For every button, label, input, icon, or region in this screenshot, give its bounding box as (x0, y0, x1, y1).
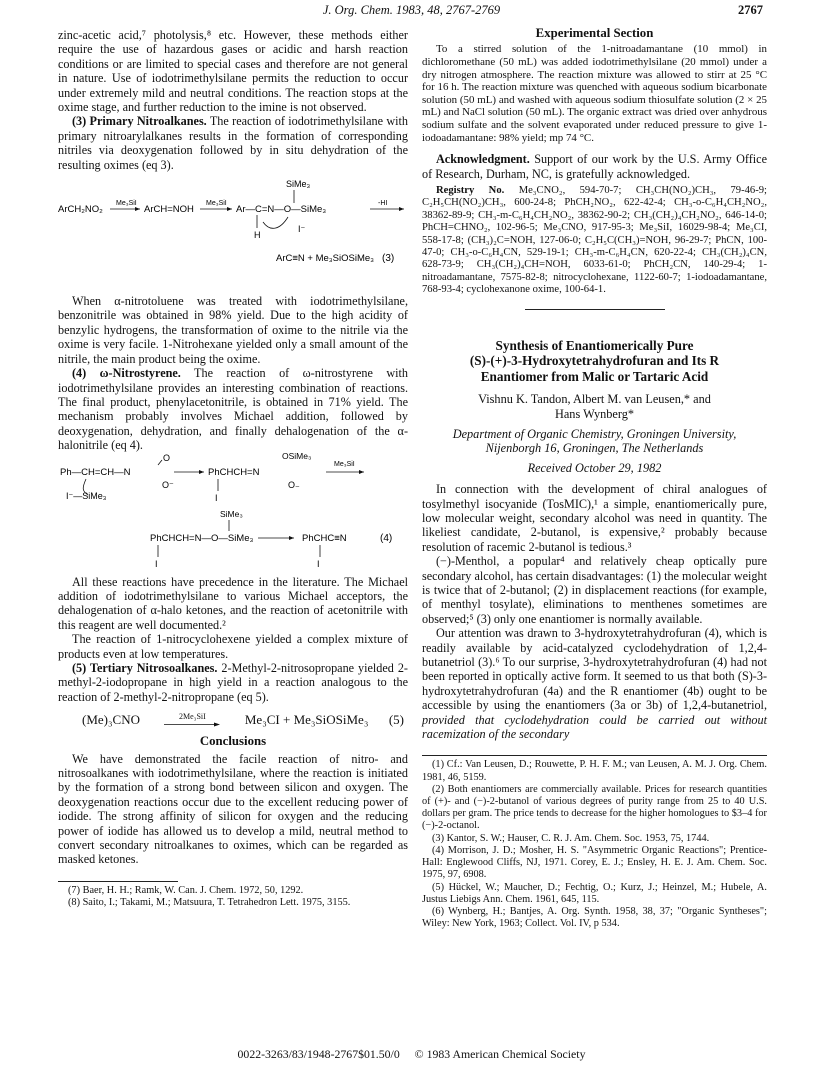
footnote: (6) Wynberg, H.; Bantjes, A. Org. Synth. 1958, 38, 37; "Organic Syntheses"; Wiley: New York, 1963; Collect. Vol. IV, p 534. (422, 905, 767, 930)
eq5-reagent: 2Me₃SiI (179, 712, 206, 722)
footnote-rule (58, 881, 178, 882)
footnote-rule (422, 755, 767, 756)
page-number: 2767 (738, 3, 763, 17)
paragraph-text: Our attention was drawn to 3-hydroxytetrahydrofuran (4), which is readily available by acid-catalyzed cyclodehydration of 1,2,4-butanetriol (3).⁶ To our surprise, 3-hydroxytetrahydrofuran (4) had not been reported in optically active form. It seemed to us that both (S)-3-hydroxytetrahydrofuran (4a) and the R enantiomer (4b) ought to be accessible by using the enantiomers (3a or 3b) of 1,2,4-butanetriol, (422, 626, 767, 713)
subsection-heading: (5) Tertiary Nitrosoalkanes. (72, 660, 218, 675)
eq4-sime3: SiMe₃ (220, 508, 243, 519)
article-title (422, 338, 767, 385)
eq4-iodine3: I (317, 558, 320, 569)
equation-4-scheme (58, 453, 408, 575)
reaction-arrow (164, 721, 220, 728)
footnote: (7) Baer, H. H.; Ramk, W. Can. J. Chem. 1972, 50, 1292. (68, 884, 304, 896)
eq4-iodine1: I (215, 492, 218, 503)
eq5-arrow (164, 712, 220, 728)
running-header (60, 0, 763, 22)
footnotes (58, 885, 408, 909)
paragraph-text: The reaction of ω-nitrostyrene with iodotrimethylsilane provides an interesting combination of reactions. The final product, phenylacetonitrile, is obtained in 71% yield. The mechanism probably involves Michael addition, followed by deoxygenation, dehydration, and finally dehalogenation of the α-halonitrile (eq 4). (58, 366, 409, 453)
paragraph (58, 114, 408, 172)
footnotes (422, 759, 767, 930)
eq3-h-label: H (254, 230, 261, 241)
authors-line: Hans Wynberg* (554, 406, 635, 421)
paragraph (58, 661, 408, 704)
eq3-intermediate: Ar—C=N—O—SiMe₃ (236, 204, 327, 216)
paragraph: zinc-acetic acid,⁷ photolysis,⁸ etc. However, these methods either require the use of hazardous gases or acidic and harsh reaction conditions or are limited to special cases and therefore are not general in nature. Use of iodotrimethylsilane permits the reduction to occur under extremely mild and neutral conditions. The reaction stops at the oxime stage, and further reduction to the imine is not observed. (58, 28, 408, 115)
arrow-head (289, 536, 294, 540)
affiliation-line: Nijenborgh 16, Groningen, The Netherlands (485, 441, 704, 456)
bond (158, 460, 162, 465)
paragraph-text: 2-Methyl-2-nitrosopropane yielded 2-methyl-2-iodopropane in high yield in a reaction analogous to the reaction of 2-methyl-2-nitropropane (eq 5). (58, 660, 408, 704)
eq3-oxime: ArCH=NOH (144, 204, 194, 216)
affiliation-line: Department of Organic Chemistry, Groningen University, (452, 426, 737, 441)
affiliation (422, 427, 767, 456)
article-title-line: (S)-(+)-3-Hydroxytetrahydrofuran and Its R (469, 353, 720, 369)
paragraph (422, 185, 767, 297)
page-footer (60, 1047, 763, 1062)
footnote: (8) Saito, I.; Takami, M.; Matsuura, T. Tetrahedron Lett. 1975, 3155. (68, 897, 351, 909)
copyright: © 1983 American Chemical Society (414, 1047, 586, 1061)
eq3-iodide: I⁻ (298, 224, 306, 235)
paragraph: When α-nitrotoluene was treated with iodotrimethylsilane, benzonitrile was obtained in 98% yield. Due to the high acidity of benzylic hydrogens, the transformation of oxime to the nitrile via the oxime is very facile. 1-Nitrohexane yielded only a small amount of the nitrile, the main product being the oxime. (58, 294, 408, 366)
article-code: 0022-3263/83/1948-2767$01.50/0 (237, 1047, 400, 1061)
arrow-head (399, 207, 404, 211)
eq4-o-minus: O₋ (288, 479, 300, 490)
electron-arrow (263, 217, 288, 228)
paragraph-italic: provided that cyclodehydration could be carried out without racemization of the secondary (422, 712, 767, 742)
experimental-text (422, 43, 767, 144)
article-title-line: Enantiomer from Malic or Tartaric Acid (480, 368, 709, 384)
arrow-head (199, 470, 204, 474)
footnote: (4) Morrison, J. D.; Mosher, H. S. "Asymmetric Organic Reactions"; Prentice-Hall: Englewood Cliffs, NJ, 1971. Corey, E. J.; Ensley, H. E. J. Am. Chem. Soc. 1975, 97, 6908. (422, 844, 767, 881)
eq5-left: (Me)₃CNO (82, 711, 140, 727)
eq4-start: Ph—CH=CH—N (60, 466, 131, 478)
registry-text: Me₃CNO₂, 594-70-7; CH₃CH(NO₂)CH₃, 79-46-9; C₂H₅CH(NO₂)CH₃, 600-24-8; PhCH₂NO₂, 622-42-4; CH₃-o-C₆H₄CH₂NO₂, 38362-89-9; CH₃-m-C₆H₄CH₂NO₂, 38362-90-2; CH₃(CH₂)₄CH₂NO₂, 646-14-0; PhCH=CHNO₂, 102-96-5; Me₃CNO, 917-95-3; Me₃SiI, 16029-98-4; Me₃CI, 558-17-8; (CH₃)₂C=NOH, 127-06-0; C₂H₅C(CH₃)=NOH, 96-29-7; PhCN, 100-47-0; CH₃-o-C₆H₄CN, 529-19-1; CH₃-m-C₆H₄CN, 620-22-4; CH₃(CH₂)₄CN, 628-73-9; CH₃(CH₂)₄CH=NOH, 6033-61-0; PhCH₂CN, 140-29-4; 1-nitroadamantane, 7575-82-8; nitrocyclohexane, 1122-60-7; 1-iodoadamantane, 768-93-4; cyclohexanone oxime, 100-64-1. (422, 184, 767, 296)
subsection-heading: (4) ω-Nitrostyrene. (72, 366, 181, 381)
equation-3 (58, 172, 408, 294)
article-separator (525, 309, 665, 310)
acknowledgment-heading: Acknowledgment. (436, 152, 530, 167)
equation-number: (3) (382, 253, 395, 265)
eq4-o-bottom: O⁻ (162, 479, 174, 490)
article-title-line: Synthesis of Enantiomerically Pure (495, 337, 694, 353)
eq3-reactant: ArCH₂NO₂ (58, 204, 103, 216)
footnote: (3) Kantor, S. W.; Hauser, C. R. J. Am. Chem. Soc. 1953, 75, 1744. (432, 832, 710, 844)
equation-4 (58, 453, 408, 575)
equation-5 (58, 712, 408, 728)
footnote: (1) Cf.: Van Leusen, D.; Rouwette, P. H. F. M.; van Leusen, A. M. J. Org. Chem. 1981, 46, 5159. (422, 759, 767, 783)
paragraph (58, 366, 408, 452)
paragraph (422, 626, 767, 741)
paragraph (422, 152, 767, 181)
footnote: (2) Both enantiomers are commercially available. Prices for research quantities of (+)- and (−)-2-butanol of various degrees of purity range from 25 to 40 U.S. dollars per gram. The price tends to decrease for the higher homologues to $3–4 for (−)-2-octanol. (422, 783, 767, 832)
arrow-head (359, 470, 364, 474)
paragraph-text: The reaction of iodotrimethylsilane with primary nitroarylalkanes results in the formation of corresponding nitriles via deoxygenation followed by in situ dehydration of the resulting oximes (eq 3). (58, 114, 408, 172)
eq4-inter1: PhCHCH=N (208, 466, 260, 478)
left-column (58, 28, 408, 909)
section-heading: Conclusions (199, 734, 267, 749)
paragraph-text: Support of our work by the U.S. Army Office of Research, Durham, NC, is gratefully acknowledged. (422, 152, 767, 181)
registry-heading: Registry No. (436, 184, 505, 196)
eq4-i-sime3: I⁻—SiMe₃ (66, 490, 107, 501)
paragraph: (−)-Menthol, a popular⁴ and relatively cheap optically pure secondary alcohol, has certain disadvantages: (1) the molecular weight is twice that of 2-butanol; (2) in displacement reactions (for example, of menthyl tosylate), eliminations to menthenes sometimes are observed;⁵ (3) only one enantiomer is normally available. (422, 554, 767, 626)
paragraph: All these reactions have precedence in the literature. The Michael addition of iodotrimethylsilane to various Michael acceptors, the dehalogenation of α-halo ketones, and the reaction of acetonitrile with this reagent are well documented.² (58, 574, 408, 632)
eq3-reagent1: Me₃SiI (116, 200, 137, 208)
authors-line: Vishnu K. Tandon, Albert M. van Leusen,* and (478, 392, 711, 407)
arrow-head (135, 207, 140, 211)
paragraph: The reaction of 1-nitrocyclohexene yielded a complex mixture of products even at low temperatures. (58, 632, 408, 661)
eq4-product: PhCHC≡N (302, 532, 347, 544)
subsection-heading: (3) Primary Nitroalkanes. (72, 114, 207, 129)
journal-name: J. Org. Chem. (322, 3, 393, 17)
footnote: (5) Hückel, W.; Maucher, D.; Fechtig, O.; Kurz, J.; Heinzel, M.; Hubele, A. Justus Liebigs Ann. Chem. 1961, 645, 115. (422, 881, 767, 905)
eq4-inter2: PhCHCH=N—O—SiMe₃ (150, 532, 254, 544)
article-authors (422, 392, 767, 421)
eq4-o-top: O (163, 452, 171, 463)
eq3-reagent3: -HI (378, 200, 388, 208)
received-date: Received October 29, 1982 (527, 460, 662, 475)
eq4-reagent: Me₃SiI (334, 460, 355, 468)
paragraph: To a stirred solution of the 1-nitroadamantane (10 mmol) in dichloromethane (50 mL) was added iodotrimethylsilane (20 mmol) under a dry nitrogen atmosphere. The reaction mixture was allowed to stirr at 25 °C for 16 h. The reaction mixture was quenched with aqueous sodium bicarbonate solution (50 mL) and washed with aqueous sodium thiosulfate solution (2 × 25 mL) and NaCl solution (50 mL). The organic extract was dried over anhydrous sodium sulfate and the solvent evaporated under reduced pressure to give 1-iodoadamantane: 98% yield; mp 74 °C. (422, 43, 767, 144)
eq4-osime3: OSiMe₃ (282, 452, 312, 461)
eq3-reagent2: Me₃SiI (206, 200, 227, 208)
right-column (422, 24, 767, 930)
eq4-iodine2: I (155, 558, 158, 569)
section-heading: Experimental Section (535, 26, 654, 40)
eq3-products: ArC≡N + Me₃SiOSiMe₃ (276, 253, 375, 265)
paragraph: We have demonstrated the facile reaction of nitro- and nitrosoalkanes with iodotrimethylsilane, where the reaction is initiated by the formation of a strong bond between silicon and oxygen. The deoxygenation reactions occur due to the excellent reducing power of iodide. The strong affinity of silicon for oxygen and the reducing power of iodide has allowed us to develop a mild, neutral method to convert secondary nitroalkanes to oximes, which can be regarded as masked ketones. (58, 751, 408, 867)
paragraph: In connection with the development of chiral analogues of tosylmethyl isocyanide (TosMIC),¹ a simple, enantiomerically pure, low molecular weight, secondary alcohol was need in quantity. The likeliest candidate, 2-butanol, is expensive,² probably because resolution of racemic 2-butanol is tedious.³ (422, 482, 767, 554)
equation-number: (5) (388, 711, 404, 727)
eq3-sime3-top: SiMe₃ (286, 179, 311, 190)
eq5-right: Me₃CI + Me₃SiOSiMe₃ (244, 711, 369, 727)
registry-block (422, 185, 767, 297)
equation-3-scheme (58, 172, 408, 294)
journal-citation: 1983, 48, 2767-2769 (395, 3, 501, 17)
arrow-head (227, 207, 232, 211)
equation-number: (4) (380, 532, 393, 544)
